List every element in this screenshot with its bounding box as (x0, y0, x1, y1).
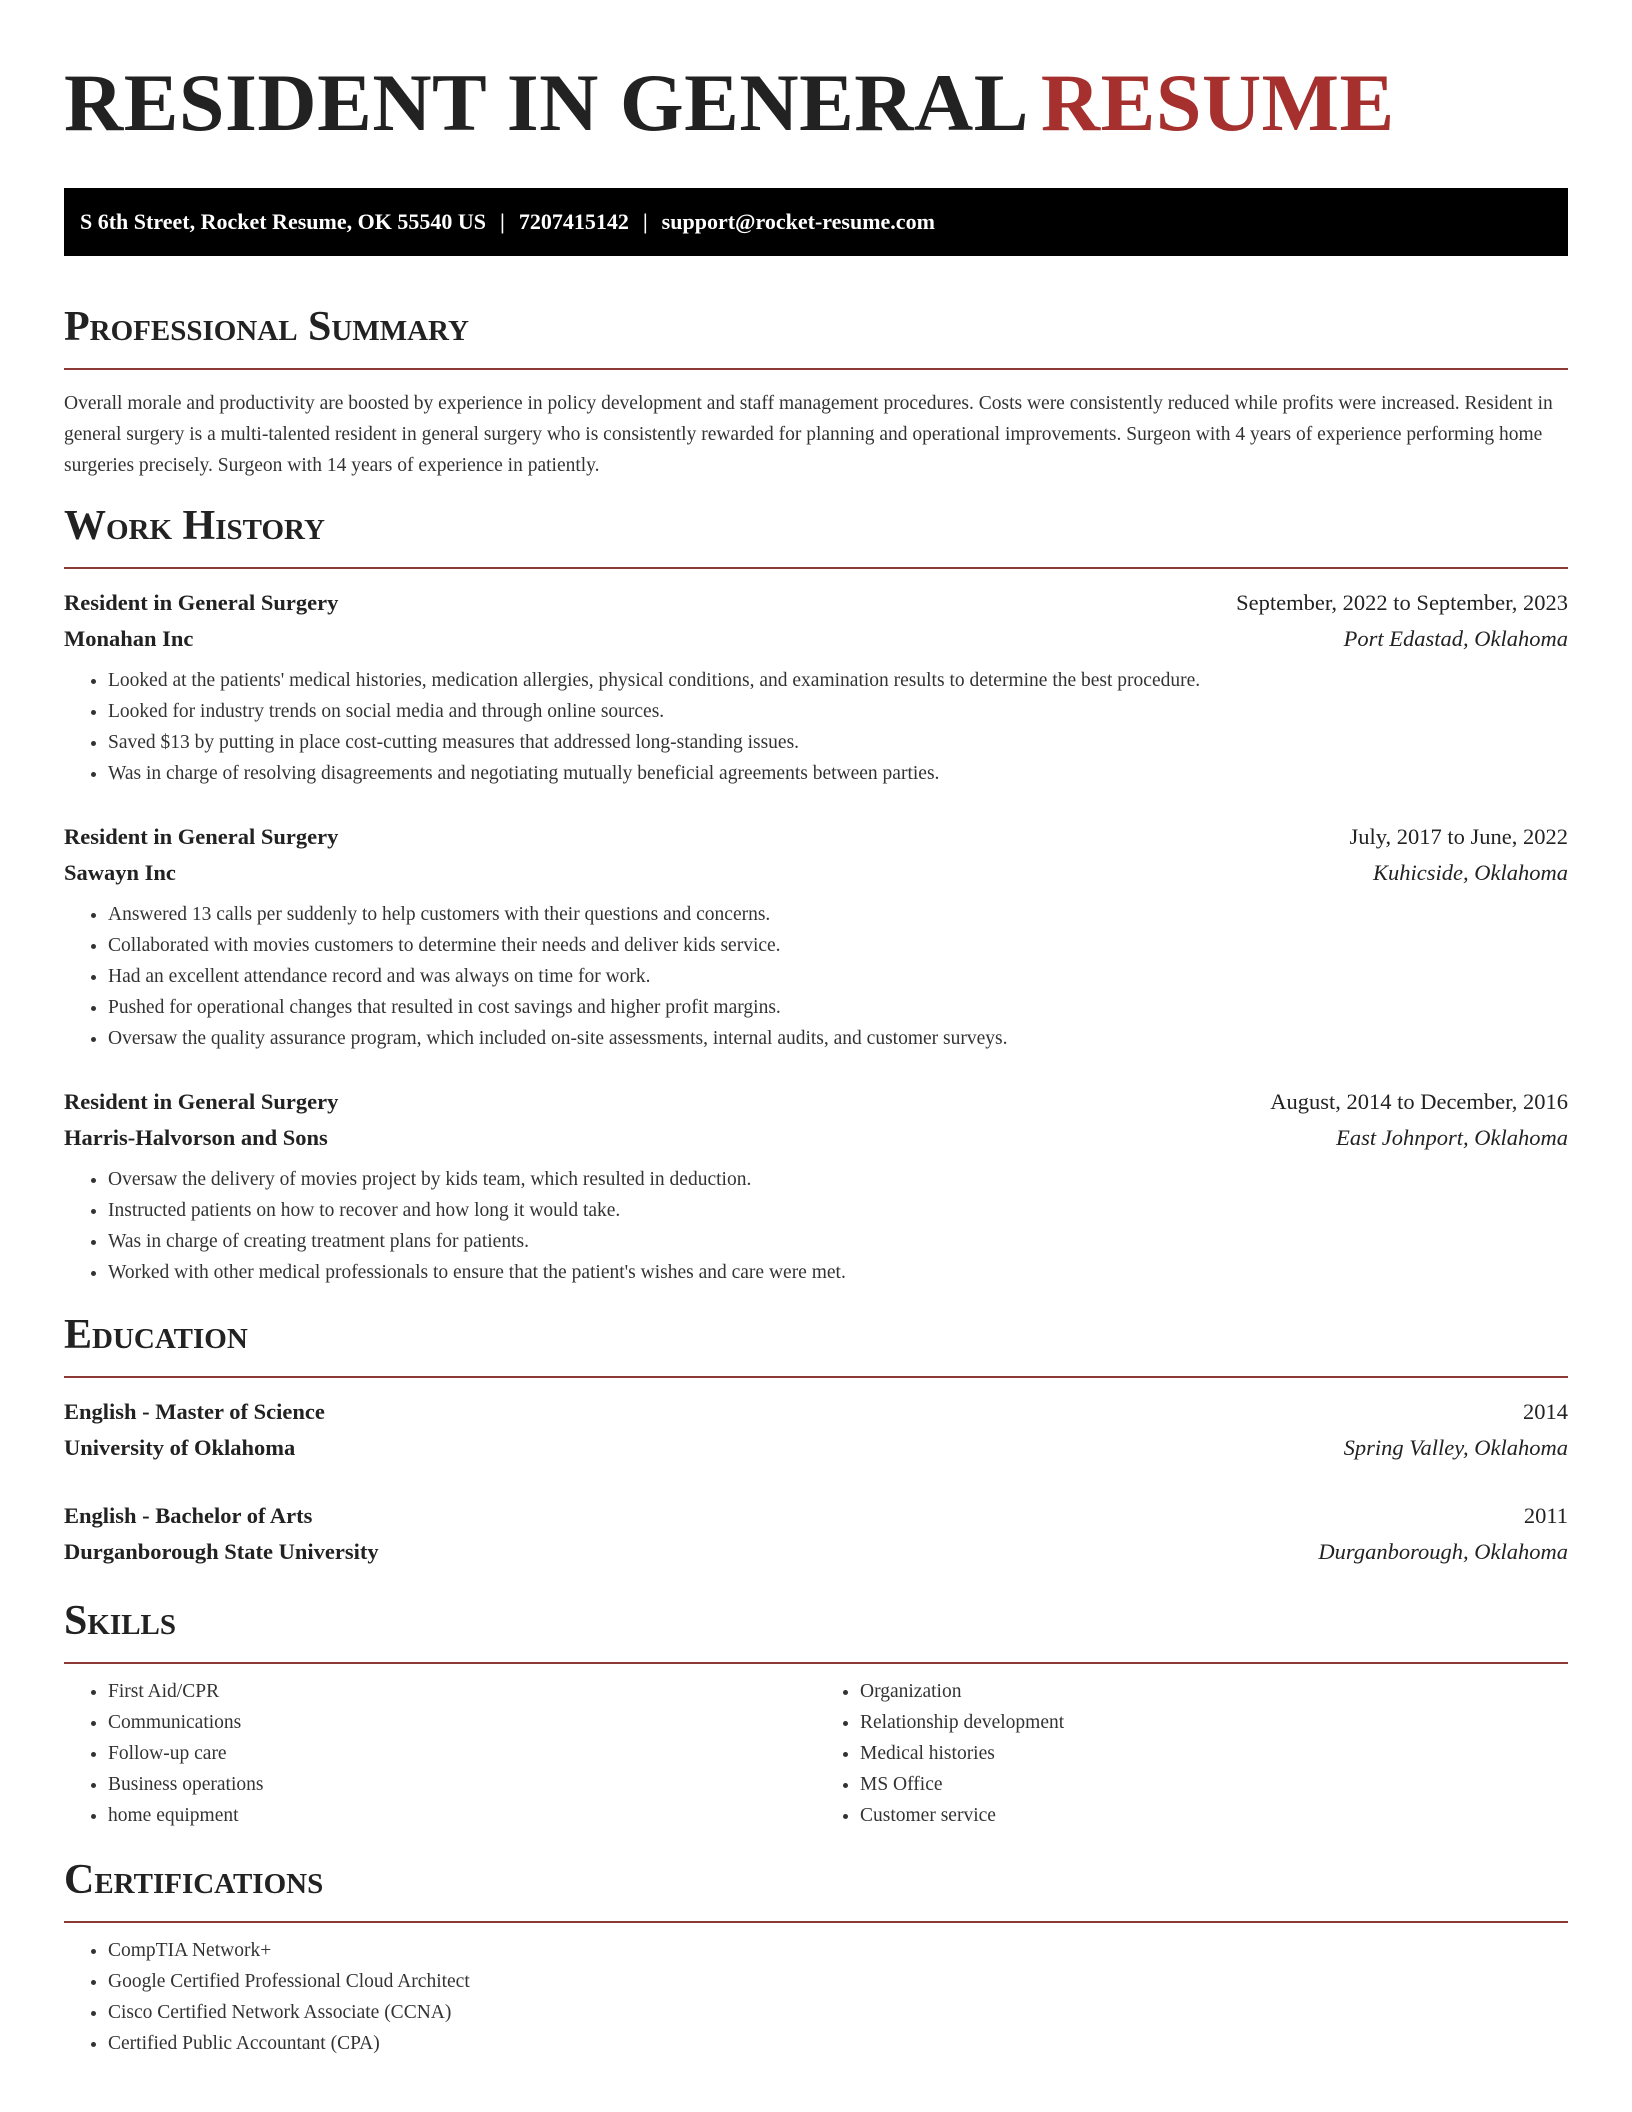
job-title: Resident in General Surgery (64, 1089, 339, 1114)
job-entry (64, 819, 1568, 1054)
work-history-heading: Work History (64, 503, 325, 549)
certification-item: • Cisco Certified Network Associate (CCNA) (108, 1997, 1568, 2028)
work-history-section (64, 501, 1568, 1288)
education-location: Spring Valley, Oklahoma (1343, 1435, 1568, 1460)
skill-item: • Business operations (108, 1769, 816, 1800)
job-bullet: • Oversaw the quality assurance program, which included on-site assessments, internal audits, and customer surveys. (108, 1023, 1568, 1054)
skill-item: • Relationship development (860, 1707, 1568, 1738)
job-location: Port Edastad, Oklahoma (1343, 626, 1568, 651)
summary-heading: Professional Summary (64, 304, 469, 350)
job-bullet: • Collaborated with movies customers to determine their needs and deliver kids service. (108, 930, 1568, 961)
section-divider (64, 1921, 1568, 1923)
skill-item: • Customer service (860, 1800, 1568, 1831)
skill-item: • home equipment (108, 1800, 816, 1831)
job-location: Kuhicside, Oklahoma (1373, 860, 1568, 885)
skills-list-left (64, 1676, 816, 1831)
job-company: Monahan Inc (64, 626, 194, 651)
contact-separator: | (642, 209, 648, 234)
education-heading: Education (64, 1312, 248, 1358)
contact-email: support@rocket-resume.com (661, 209, 935, 234)
certification-item: • CompTIA Network+ (108, 1935, 1568, 1966)
job-bullet: • Had an excellent attendance record and was always on time for work. (108, 961, 1568, 992)
job-entry (64, 1084, 1568, 1288)
education-degree: English - Master of Science (64, 1399, 325, 1424)
certifications-list (64, 1935, 1568, 2059)
job-title: Resident in General Surgery (64, 590, 339, 615)
title-main: RESIDENT IN GENERAL (64, 57, 1029, 148)
job-entry (64, 585, 1568, 789)
job-company: Harris-Halvorson and Sons (64, 1125, 328, 1150)
certifications-section (64, 1855, 1568, 2059)
job-bullet: • Instructed patients on how to recover and how long it would take. (108, 1195, 1568, 1226)
education-section (64, 1310, 1568, 1570)
job-bullet: • Oversaw the delivery of movies project by kids team, which resulted in deduction. (108, 1164, 1568, 1195)
job-bullet: • Saved $13 by putting in place cost-cutting measures that addressed long-standing issues. (108, 727, 1568, 758)
education-school: University of Oklahoma (64, 1435, 296, 1460)
education-school: Durganborough State University (64, 1539, 379, 1564)
education-location: Durganborough, Oklahoma (1318, 1539, 1568, 1564)
resume-title (64, 0, 1568, 148)
skill-item: • Communications (108, 1707, 816, 1738)
skill-item: • MS Office (860, 1769, 1568, 1800)
job-bullet: • Worked with other medical professionals to ensure that the patient's wishes and care were met. (108, 1257, 1568, 1288)
job-bullet: • Was in charge of resolving disagreements and negotiating mutually beneficial agreements between parties. (108, 758, 1568, 789)
skill-item: • Organization (860, 1676, 1568, 1707)
contact-phone: 7207415142 (518, 209, 629, 234)
job-company: Sawayn Inc (64, 860, 176, 885)
job-dates: August, 2014 to December, 2016 (1270, 1089, 1568, 1114)
job-bullets (64, 1164, 1568, 1288)
contact-separator: | (499, 209, 505, 234)
skills-heading: Skills (64, 1598, 177, 1644)
skills-columns (64, 1664, 1568, 1831)
job-title: Resident in General Surgery (64, 824, 339, 849)
summary-text: Overall morale and productivity are boosted by experience in policy development and staff management procedures. Costs were consistently reduced while profits were increased. Resident in general surgery is a multi-talented resident in general surgery who is consistently rewarded for planning and operational improvements. Surgeon with 4 years of experience performing home surgeries precisely. Surgeon with 14 years of experience in patiently. (64, 393, 1553, 476)
contact-address: S 6th Street, Rocket Resume, OK 55540 US (80, 209, 486, 234)
certification-item: • Certified Public Accountant (CPA) (108, 2028, 1568, 2059)
contact-bar (64, 188, 1568, 256)
education-entry (64, 1394, 1568, 1466)
skills-section (64, 1596, 1568, 1831)
job-bullet: • Was in charge of creating treatment plans for patients. (108, 1226, 1568, 1257)
education-year: 2011 (1523, 1503, 1568, 1528)
job-bullets (64, 899, 1568, 1054)
job-bullets (64, 665, 1568, 789)
job-dates: July, 2017 to June, 2022 (1349, 824, 1568, 849)
job-bullet: • Pushed for operational changes that resulted in cost savings and higher profit margins. (108, 992, 1568, 1023)
certification-item: • Google Certified Professional Cloud Architect (108, 1966, 1568, 1997)
job-bullet: • Looked for industry trends on social media and through online sources. (108, 696, 1568, 727)
section-divider (64, 368, 1568, 370)
education-degree: English - Bachelor of Arts (64, 1503, 313, 1528)
education-year: 2014 (1523, 1399, 1568, 1424)
job-bullet: • Looked at the patients' medical histories, medication allergies, physical conditions, and examination results to determine the best procedure. (108, 665, 1568, 696)
skills-list-right (816, 1676, 1568, 1831)
education-entry (64, 1498, 1568, 1570)
skill-item: • First Aid/CPR (108, 1676, 816, 1707)
summary-section (64, 302, 1568, 481)
section-divider (64, 567, 1568, 569)
title-accent: RESUME (1040, 57, 1395, 148)
job-dates: September, 2022 to September, 2023 (1236, 590, 1568, 615)
skill-item: • Follow-up care (108, 1738, 816, 1769)
skill-item: • Medical histories (860, 1738, 1568, 1769)
certifications-heading: Certifications (64, 1857, 324, 1903)
section-divider (64, 1376, 1568, 1378)
job-bullet: • Answered 13 calls per suddenly to help customers with their questions and concerns. (108, 899, 1568, 930)
job-location: East Johnport, Oklahoma (1336, 1125, 1568, 1150)
